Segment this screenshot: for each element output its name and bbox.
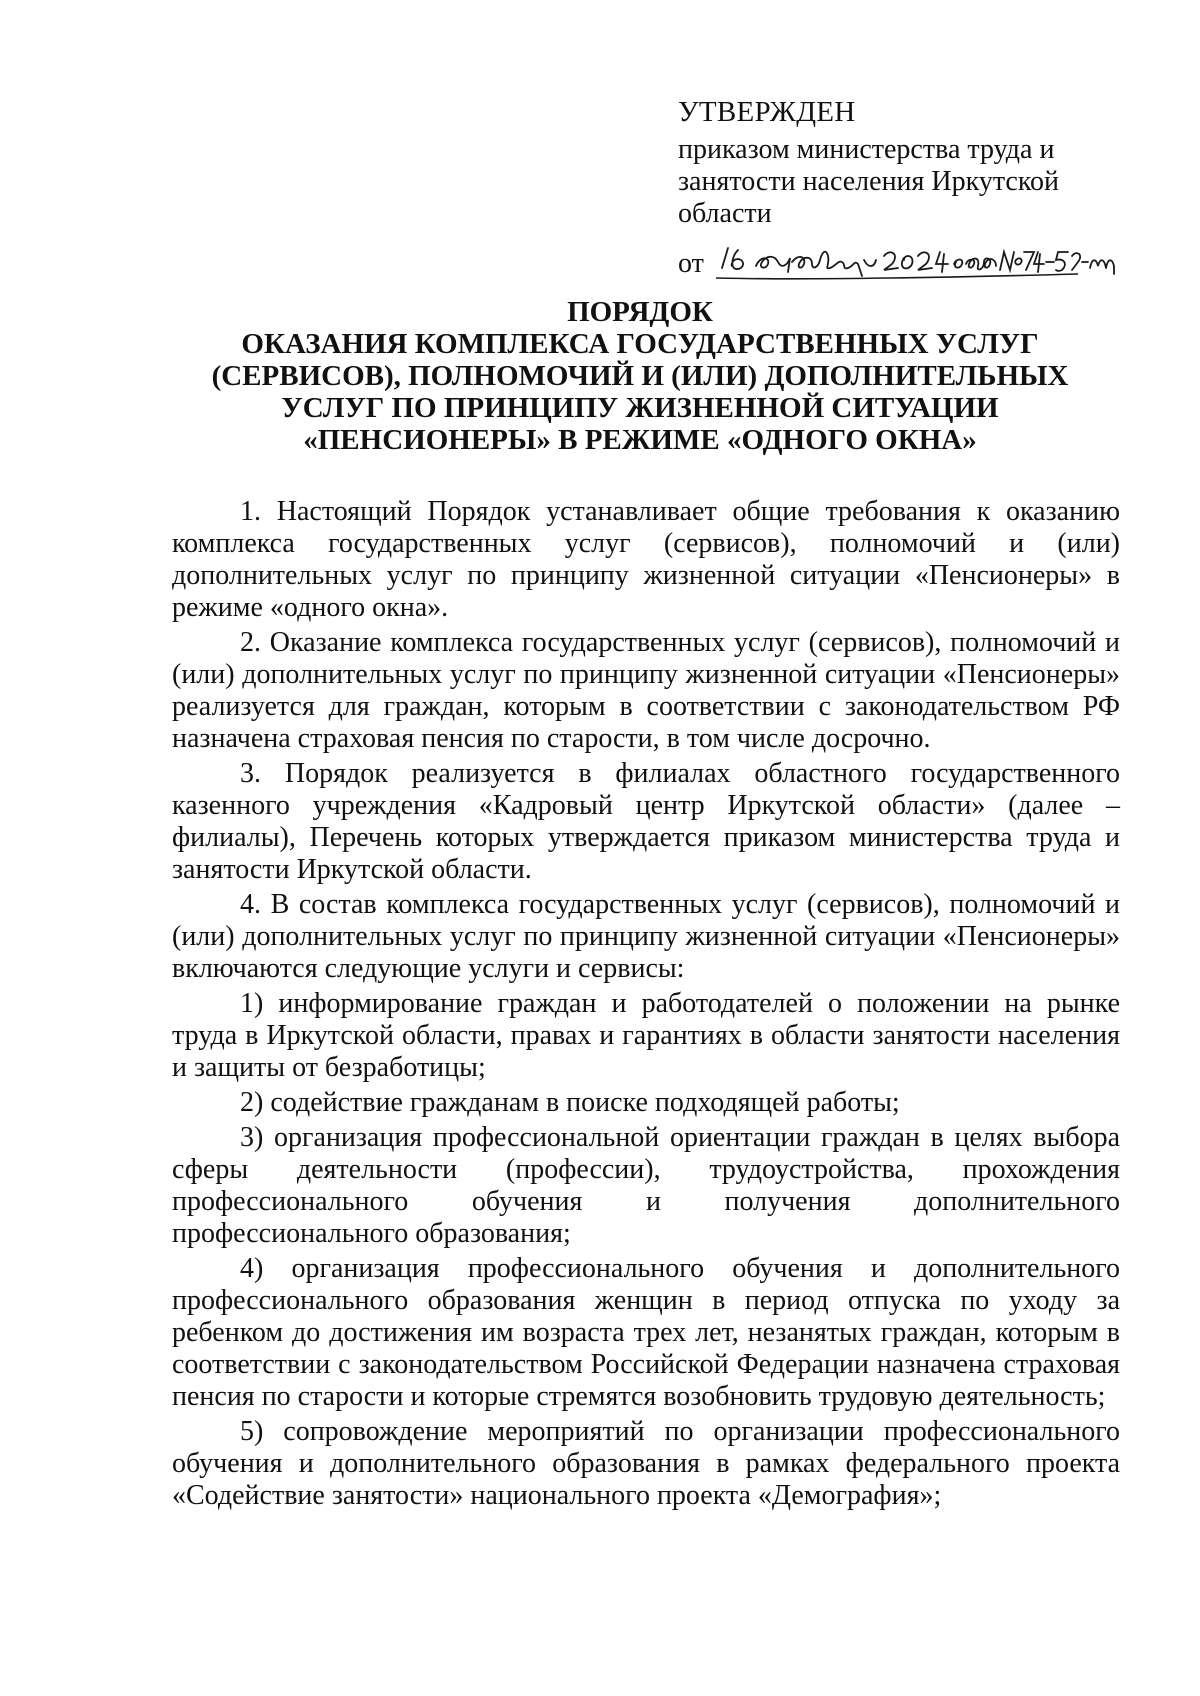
title-line: УСЛУГ ПО ПРИНЦИПУ ЖИЗНЕННОЙ СИТУАЦИИ [281, 392, 999, 424]
approval-line: области [678, 198, 772, 229]
approval-line: приказом министерства труда и [678, 134, 1055, 165]
date-prefix: от [678, 248, 704, 279]
approval-block [678, 96, 1118, 288]
paragraph-1: 1. Настоящий Порядок устанавливает общие требования к оказанию комплекса государственных услуг (сервисов), полномочий и (или) дополнительных услуг по принципу жизненной ситуации «Пенсионеры» в режиме «одного окна». [172, 496, 1120, 623]
paragraph-2: 2. Оказание комплекса государственных услуг (сервисов), полномочий и (или) дополнительных услуг по принципу жизненной ситуации «Пенсионеры» реализуется для граждан, которым в соответствии с законодательством РФ назначена страховая пенсия по старости, в том числе досрочно. [172, 627, 1120, 754]
title-line: ПОРЯДОК [567, 296, 713, 328]
approval-date-row [678, 248, 1118, 288]
paragraph-3: 3. Порядок реализуется в филиалах областного государственного казенного учреждения «Кадровый центр Иркутской области» (далее – филиалы), Перечень которых утверждается приказом министерства труда и занятости Иркутской области. [172, 758, 1120, 885]
list-item-5: 5) сопровождение мероприятий по организации профессионального обучения и дополнительного образования в рамках федерального проекта «Содействие занятости» национального проекта «Демография»; [172, 1416, 1120, 1511]
title-line: «ПЕНСИОНЕРЫ» В РЕЖИМЕ «ОДНОГО ОКНА» [303, 424, 977, 456]
paragraph-4: 4. В состав комплекса государственных услуг (сервисов), полномочий и (или) дополнительных услуг по принципу жизненной ситуации «Пенсионеры» включаются следующие услуги и сервисы: [172, 889, 1120, 984]
title-line: (СЕРВИСОВ), ПОЛНОМОЧИЙ И (ИЛИ) ДОПОЛНИТЕЛЬНЫХ [211, 360, 1069, 392]
list-item-3: 3) организация профессиональной ориентации граждан в целях выбора сферы деятельности (профессии), трудоустройства, прохождения профессионального обучения и получения дополнительного профессионального образования; [172, 1122, 1120, 1249]
approval-line: занятости населения Иркутской [678, 166, 1060, 197]
document-body [172, 496, 1120, 1515]
list-item-1: 1) информирование граждан и работодателей о положении на рынке труда в Иркутской области, правах и гарантиях в области занятости населения и защиты от безработицы; [172, 988, 1120, 1083]
list-item-4: 4) организация профессионального обучения и дополнительного профессионального образования женщин в период отпуска по уходу за ребенком до достижения им возраста трех лет, незанятых граждан, которым в соответствии с законодательством Российской Федерации назначена страховая пенсия по старости и которые стремятся возобновить трудовую деятельность; [172, 1253, 1120, 1412]
document-title [150, 296, 1130, 456]
approval-heading: УТВЕРЖДЕН [678, 96, 856, 128]
title-line: ОКАЗАНИЯ КОМПЛЕКСА ГОСУДАРСТВЕННЫХ УСЛУГ [241, 328, 1039, 360]
handwritten-date-signature [678, 234, 1118, 290]
list-item-2: 2) содействие гражданам в поиске подходящей работы; [240, 1087, 900, 1118]
